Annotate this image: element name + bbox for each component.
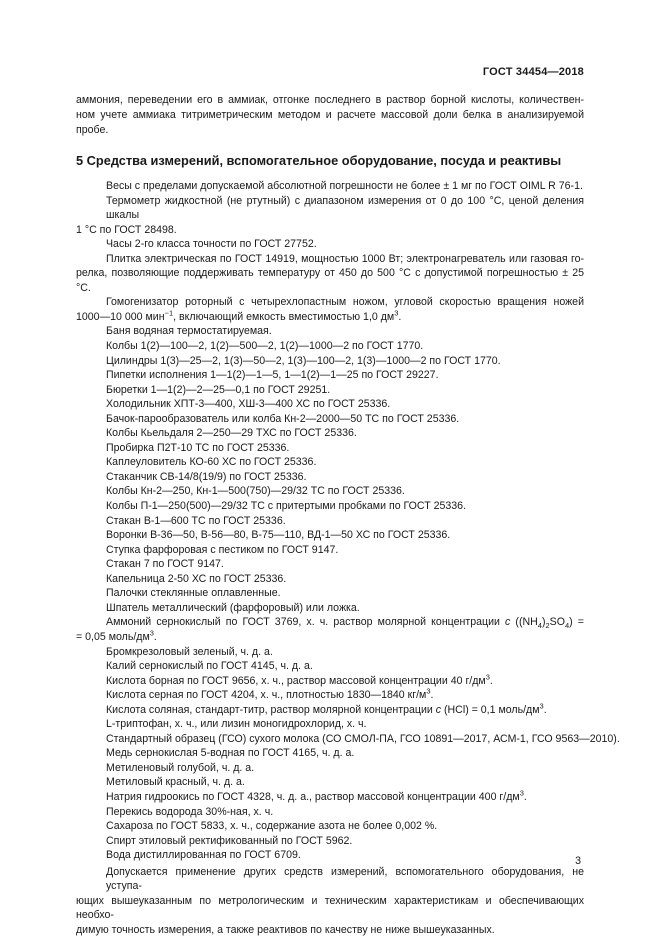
list-item: Палочки стеклянные оплавленные. bbox=[106, 587, 281, 600]
list-item: Плитка электрическая по ГОСТ 14919, мощностью 1000 Вт; электронагреватель или газовая го- bbox=[106, 252, 584, 265]
list-item: Метиловый красный, ч. д. а. bbox=[106, 776, 245, 789]
closing-paragraph-line: димую точность измерения, а также реактивов по качеству не ниже вышеуказанных. bbox=[76, 923, 495, 936]
list-item: Перекись водорода 30%-ная, х. ч. bbox=[106, 805, 274, 818]
text-line: аммония, переведении его в аммиак, отгонке последнего в раствор борной кислоты, количествен- bbox=[76, 94, 584, 106]
list-item: Кислота серная по ГОСТ 4204, х. ч., плотностью 1830—1840 $кг/м^3$. bbox=[106, 686, 434, 702]
list-item: Каплеуловитель КО-60 ХС по ГОСТ 25336. bbox=[106, 456, 317, 469]
list-item: Капельница 2-50 ХС по ГОСТ 25336. bbox=[106, 572, 287, 585]
list-item: L-триптофан, х. ч., или лизин моногидрохлорид, х. ч. bbox=[106, 718, 367, 731]
list-item: Стакан В-1—600 ТС по ГОСТ 25336. bbox=[106, 514, 286, 527]
list-item: Баня водяная термостатируемая. bbox=[106, 325, 272, 338]
list-item-continuation: 1000—10 000 мин$^{-1}$, включающий емкость вместимостью 1,0 $дм^3$. bbox=[76, 308, 402, 323]
list-item: Метиленовый голубой, ч. д. а. bbox=[106, 761, 255, 774]
list-item: Кислота соляная, стандарт-титр, раствор молярной концентрации c (HCl) = 0,1 моль/$дм^3$. bbox=[106, 701, 547, 716]
list-item: Сахароза по ГОСТ 5833, х. ч., содержание азота не более 0,002 %. bbox=[106, 820, 438, 833]
closing-paragraph-line: Допускается применение других средств измерений, вспомогательного оборудования, не уступа- bbox=[106, 865, 584, 893]
list-item: Колбы Кьельдаля 2—250—29 ТХС по ГОСТ 25336. bbox=[106, 427, 357, 440]
list-item: Стакан 7 по ГОСТ 9147. bbox=[106, 558, 224, 571]
text-line: пробе. bbox=[76, 124, 109, 136]
list-item: Кислота борная по ГОСТ 9656, х. ч., раствор массовой концентрации 40 $г/дм^3$. bbox=[106, 672, 493, 687]
list-item: Цилиндры 1(3)—25—2, 1(3)—50—2, 1(3)—100—2, 1(3)—1000—2 по ГОСТ 1770. bbox=[106, 354, 501, 367]
list-item-continuation: = 0,05 моль/$дм^3$. bbox=[76, 628, 157, 643]
list-item: Колбы 1(2)—100—2, 1(2)—500—2, 1(2)—1000—2 по ГОСТ 1770. bbox=[106, 340, 424, 353]
list-item: Натрия гидроокись по ГОСТ 4328, ч. д. а., раствор массовой концентрации 400 $г/дм^3$. bbox=[106, 788, 527, 803]
list-item: Стандартный образец (ГСО) сухого молока (СО СМОЛ-ПА, ГСО 10891—2017, АСМ-1, ГСО 9563—2010). bbox=[106, 732, 620, 745]
list-item: Часы 2-го класса точности по ГОСТ 27752. bbox=[106, 238, 317, 251]
list-item: Аммоний сернокислый по ГОСТ 3769, х. ч. раствор молярной концентрации c $((NH_4)_2SO_4)$ = bbox=[106, 616, 584, 631]
list-item: Шпатель металлический (фарфоровый) или ложка. bbox=[106, 601, 360, 614]
list-item: Медь сернокислая 5-водная по ГОСТ 4165, ч. д. а. bbox=[106, 747, 355, 760]
list-item: Спирт этиловый ректификованный по ГОСТ 5962. bbox=[106, 834, 353, 847]
list-item: Весы с пределами допускаемой абсолютной погрешности не более ± 1 мг по ГОСТ OIML R 76-1. bbox=[106, 180, 583, 192]
closing-paragraph-line: ющих вышеуказанным по метрологическим и техническим характеристикам и обеспечивающих необхо- bbox=[76, 894, 584, 922]
list-item: Пробирка П2Т-10 ТС по ГОСТ 25336. bbox=[106, 441, 290, 454]
list-item: Калий сернокислый по ГОСТ 4145, ч. д. а. bbox=[106, 660, 313, 673]
list-item: Холодильник ХПТ-3—400, ХШ-3—400 ХС по ГОСТ 25336. bbox=[106, 398, 391, 411]
section-body bbox=[76, 179, 620, 937]
page-number: 3 bbox=[575, 855, 581, 867]
list-item: Колбы П-1—250(500)—29/32 ТС с притертыми пробками по ГОСТ 25336. bbox=[106, 500, 467, 513]
text-line: ном учете аммиака титриметрическим методом и расчете массовой доли белка в анализируемой bbox=[76, 109, 584, 121]
list-item: Стаканчик СВ-14/8(19/9) по ГОСТ 25336. bbox=[106, 470, 307, 483]
list-item: Бачок-парообразователь или колба Кн-2—2000—50 ТС по ГОСТ 25336. bbox=[106, 412, 460, 425]
standard-designation: ГОСТ 34454—2018 bbox=[482, 66, 584, 78]
list-item: Вода дистиллированная по ГОСТ 6709. bbox=[106, 849, 301, 862]
intro-paragraph bbox=[76, 93, 584, 138]
list-item: Пипетки исполнения 1—1(2)—1—5, 1—1(2)—1—25 по ГОСТ 29227. bbox=[106, 369, 439, 382]
list-item: Бромкрезоловый зеленый, ч. д. а. bbox=[106, 645, 273, 658]
list-item: Воронки В-36—50, В-56—80, В-75—110, ВД-1—50 ХС по ГОСТ 25336. bbox=[106, 529, 451, 542]
section-title: 5 Средства измерений, вспомогательное оборудование, посуда и реактивы bbox=[76, 153, 562, 168]
list-item-continuation: 1 °С по ГОСТ 28498. bbox=[76, 223, 177, 236]
list-item: Термометр жидкостной (не ртутный) с диапазоном измерения от 0 до 100 °С, ценой деления шкалы bbox=[106, 194, 584, 222]
list-item: Гомогенизатор роторный с четырехлопастным ножом, угловой скоростью вращения ножей bbox=[106, 296, 584, 309]
list-item: Колбы Кн-2—250, Кн-1—500(750)—29/32 ТС по ГОСТ 25336. bbox=[106, 485, 405, 498]
list-item: Ступка фарфоровая с пестиком по ГОСТ 9147. bbox=[106, 543, 339, 556]
list-item-continuation: релка, позволяющие поддерживать температуру от 450 до 500 °С с допустимой погрешностью ± 25 °С. bbox=[76, 267, 584, 294]
list-item: Бюретки 1—1(2)—2—25—0,1 по ГОСТ 29251. bbox=[106, 383, 331, 396]
